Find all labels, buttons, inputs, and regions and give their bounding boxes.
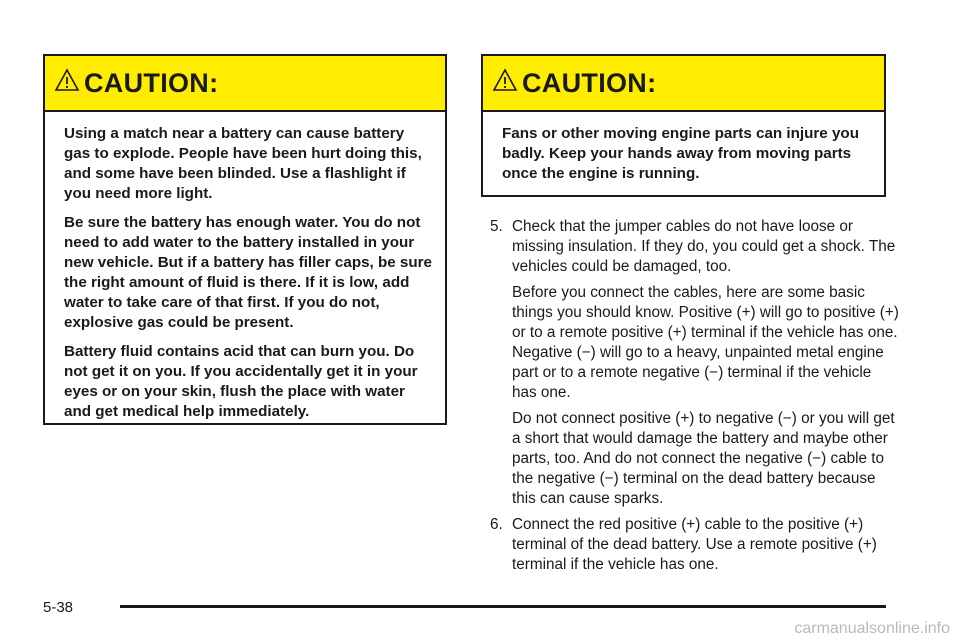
step-text: Check that the jumper cables do not have loose or missing insulation. If they do, you could get a shock. The vehicles could be damaged, too.	[512, 218, 896, 275]
caution-paragraph: Be sure the battery has enough water. You do not need to add water to the battery installed in your new vehicle. But if a battery has filler caps, be sure the right amount of fluid is there. If it is low, add water to take care of that first. If you do not, explosive gas could be present.	[64, 214, 433, 331]
caution-paragraph: Battery fluid contains acid that can burn you. Do not get it on you. If you accidentally get it in your eyes or on your skin, flush the place with water and get medical help immediately.	[64, 343, 418, 420]
warning-triangle-icon	[54, 68, 80, 92]
step-5-note: Do not connect positive (+) to negative (−) or you will get a short that would damage the battery and maybe other parts, too. And do not connect the negative (−) cable to the negative (−) terminal on the dead battery because this can cause sparks.	[512, 410, 895, 507]
page-number: 5-38	[43, 599, 74, 616]
footer-rule	[120, 605, 886, 608]
caution-paragraph: Fans or other moving engine parts can injure you badly. Keep your hands away from moving parts once the engine is running.	[502, 125, 859, 182]
step-number: 6.	[490, 516, 503, 533]
caution-body	[483, 112, 884, 184]
caution-title: CAUTION:	[522, 67, 657, 98]
step-5-note: Before you connect the cables, here are some basic things you should know. Positive (+) will go to positive (+) or to a remote positive (+) terminal if the vehicle has one. Negative (−) will go to a heavy, unpainted metal engine part or to a remote negative (−) terminal if the vehicle has one.	[512, 284, 899, 401]
caution-body	[45, 112, 445, 422]
instruction-column	[490, 217, 900, 581]
caution-header	[45, 56, 445, 112]
step-number: 5.	[490, 218, 503, 235]
caution-box-battery	[43, 54, 447, 425]
caution-header	[483, 56, 884, 112]
warning-triangle-icon	[492, 68, 518, 92]
step-5	[490, 217, 900, 277]
watermark: carmanualsonline.info	[794, 620, 950, 637]
step-text: Connect the red positive (+) cable to the positive (+) terminal of the dead battery. Use a remote positive (+) terminal if the vehicle has one.	[512, 516, 877, 573]
caution-box-fans	[481, 54, 886, 197]
caution-title: CAUTION:	[84, 67, 219, 98]
caution-paragraph: Using a match near a battery can cause battery gas to explode. People have been hurt doing this, and some have been blinded. Use a flashlight if you need more light.	[64, 125, 422, 202]
step-6	[490, 515, 900, 575]
